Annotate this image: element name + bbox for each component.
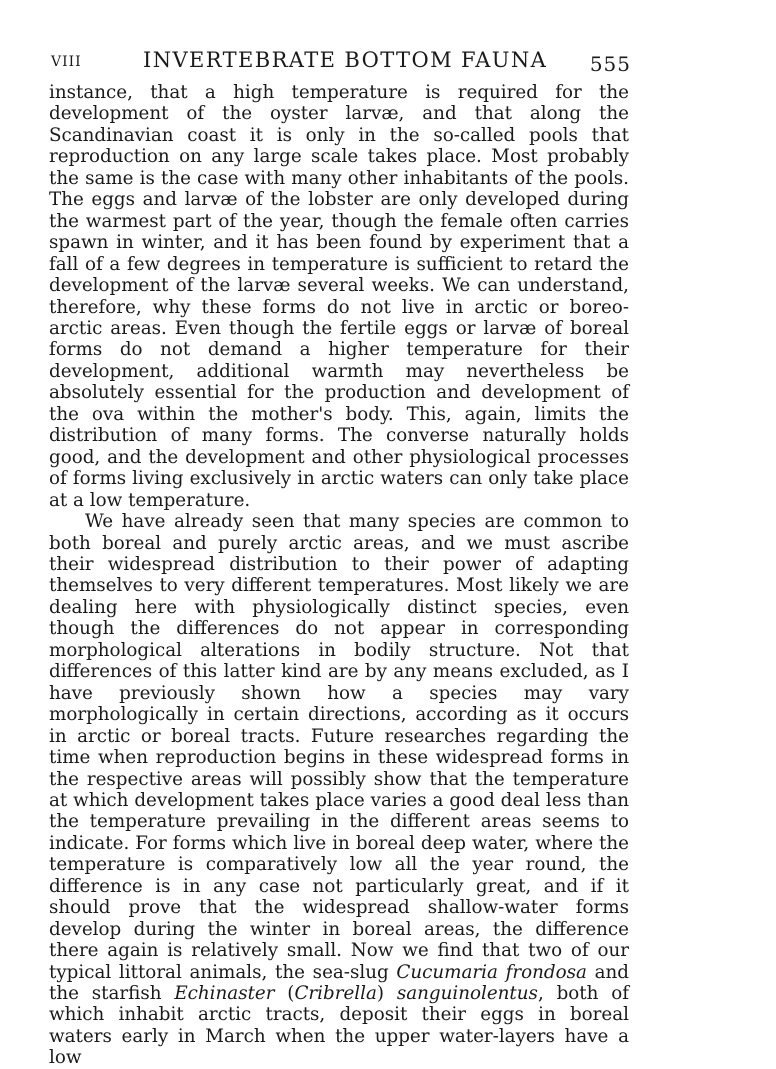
chapter-number: VIII [51,54,82,70]
species-genus: Echinaster [174,983,275,1005]
page [49,48,629,1069]
paragraph-continued: instance, that a high temperature is required for the development of the oyster larvæ, and that along the Scandinavian coast it is only in the so-called pools that reproduction on any large scale takes place. Most probably the same is the case with many other inhabitants of the pools. The eggs and larvæ of the lobster are only developed during the warmest part of the year, though the female often carries spawn in winter, and it has been found by experiment that a fall of a few degrees in temperature is sufficient to retard the development of the larvæ several weeks. We can understand, therefore, why these forms do not live in arctic or boreo-arctic areas. Even though the fertile eggs or larvæ of boreal forms do not demand a higher temperature for their development, additional warmth may nevertheless be absolutely essential for the production and development of the ova within the mother's body. This, again, limits the distribution of many forms. The converse naturally holds good, and the development and other physiological processes of forms living exclusively in arctic waters can only take place at a low temperature. [49,82,629,511]
paragraph-text: We have already seen that many species are common to both boreal and purely arctic areas, and we must ascribe their widespread distribution to their power of adapting themselves to very different temperatures. Most likely we are dealing here with physiologically distinct species, even though the differences do not appear in corresponding morphological alterations in bodily structure. Not that differences of this latter kind are by any means excluded, as I have previously shown how a species may vary morphologically in certain directions, according as it occurs in arctic or boreal tracts. Future researches regarding the time when reproduction begins in these widespread forms in the respective areas will possibly show that the temperature at which development takes place varies a good deal less than the temperature prevailing in the different areas seems to indicate. For forms which live in boreal deep water, where the temperature is comparatively low all the year round, the difference is in any case not particularly great, and if it should prove that the widespread shallow-water forms develop during the winter in boreal areas, the difference there again is relatively small. Now we find that two of our typical littoral animals, the sea-slug [49,511,629,983]
page-number: 555 [589,52,631,76]
body-text [49,82,629,1069]
species-subgenus: Cribrella [294,983,377,1005]
paragraph: We have already seen that many species are common to both boreal and purely arctic areas, and we must ascribe their widespread distribution to their power of adapting themselves to very different temperatures. Most likely we are dealing here with physiologically distinct species, even though the differences do not appear in corresponding morphological alterations in bodily structure. Not that differences of this latter kind are by any means excluded, as I have previously shown how a species may vary morphologically in certain directions, according as it occurs in arctic or boreal tracts. Future researches regarding the time when reproduction begins in these widespread forms in the respective areas will possibly show that the temperature at which development takes place varies a good deal less than the temperature prevailing in the different areas seems to indicate. For forms which live in boreal deep water, where the temperature is comparatively low all the year round, the difference is in any case not particularly great, and if it should prove that the widespread shallow-water forms develop during the winter in boreal areas, the difference there again is relatively small. Now we find that two of our typical littoral animals, the sea-slug Cucumaria frondosa and the starfish Echinaster (Cribrella) sanguinolentus, both of which inhabit arctic tracts, deposit their eggs in boreal waters early in March when the upper water-layers have a low [49,511,629,1069]
running-header [49,48,629,82]
species-name: Cucumaria frondosa [396,961,587,983]
paragraph-text: , both of which inhabit arctic tracts, deposit their eggs in boreal waters early in March when the upper water-layers have a low [49,983,629,1069]
species-epithet: sanguinolentus [396,983,538,1005]
paragraph-text: and the starfish [49,961,629,1005]
running-title: INVERTEBRATE BOTTOM FAUNA [143,48,548,72]
